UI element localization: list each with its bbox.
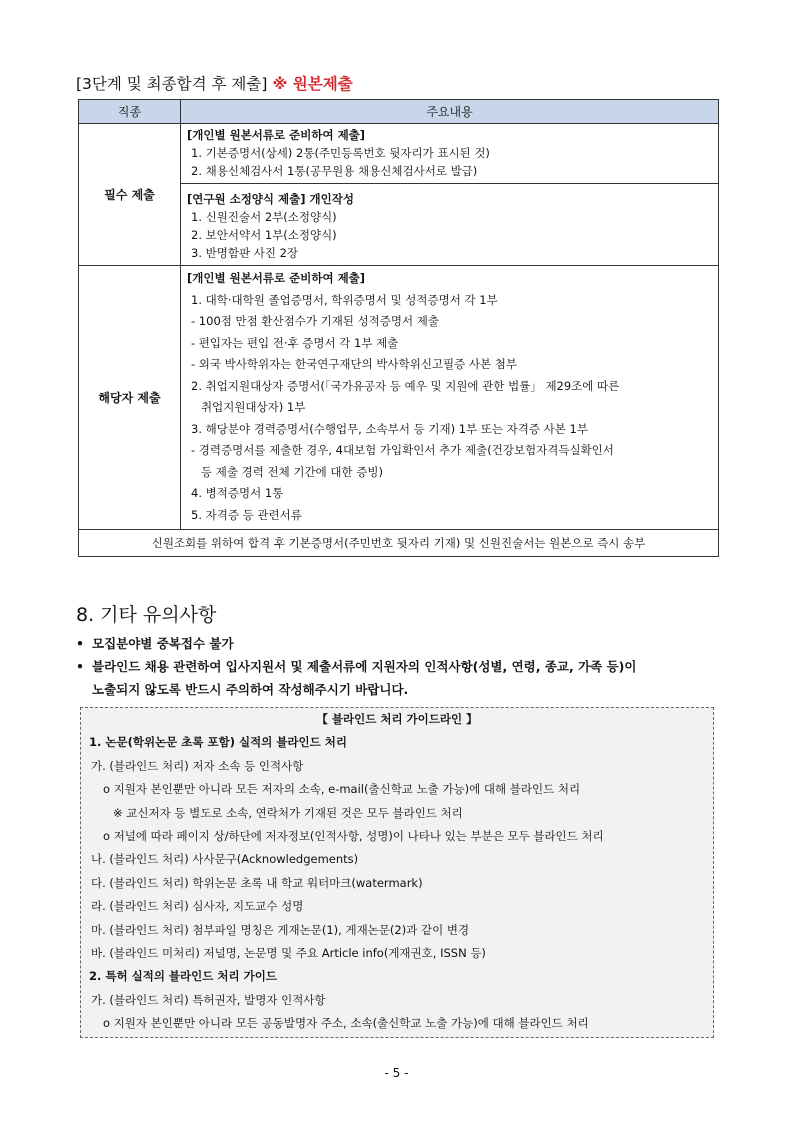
list-item: 4. 병적증명서 1통 (191, 486, 284, 500)
guide-item: 나. (블라인드 처리) 사사문구(Acknowledgements) (91, 852, 359, 867)
guide-item: o 지원자 본인뿐만 아니라 모든 저자의 소속, e-mail(출신학교 노출 가능)에 대해 블라인드 처리 (103, 782, 581, 797)
list-item: 취업지원대상자) 1부 (201, 400, 306, 414)
list-item: - 100점 만점 환산점수가 기재된 성적증명서 제출 (191, 314, 439, 328)
table-footer-note: 신원조회를 위하여 합격 후 기본증명서(주민번호 뒷자리 기재) 및 신원진술서는 원본으로 즉시 송부 (79, 530, 719, 557)
list-item: - 경력증명서를 제출한 경우, 4대보험 가입확인서 추가 제출(건강보험자격득실확인서 (191, 443, 614, 457)
list-item: 2. 보안서약서 1부(소정양식) (191, 228, 337, 242)
list-item: - 편입자는 편입 전·후 증명서 각 1부 제출 (191, 335, 399, 350)
section-title-main: [3단계 및 최종합격 후 제출] (76, 75, 268, 93)
bullet-dot: • (76, 636, 84, 651)
section8-title: 8. 기타 유의사항 (76, 604, 217, 626)
guide-item: 라. (블라인드 처리) 심사자, 지도교수 성명 (91, 899, 304, 914)
original-submission-note: ※ 원본제출 (272, 75, 353, 93)
list-item: 2. 취업지원대상자 증명서(「국가유공자 등 예우 및 지원에 관한 법률」 제29조에 따른 (191, 378, 620, 393)
table-row (79, 266, 719, 530)
guide-heading: 1. 논문(학위논문 초록 포함) 실적의 블라인드 처리 (89, 735, 347, 750)
list-item: 3. 해당분야 경력증명서(수행업무, 소속부서 등 기재) 1부 또는 자격증 사본 1부 (191, 421, 588, 436)
table-row (79, 124, 719, 184)
bullet-dot: • (76, 659, 84, 674)
submission-table (78, 99, 719, 557)
guide-item: o 지원자 본인뿐만 아니라 모든 공동발명자 주소, 소속(출신학교 노출 가능)에 대해 블라인드 처리 (103, 1016, 589, 1031)
row-content (181, 124, 719, 184)
table-header-row (79, 100, 719, 124)
header-type: 직종 (79, 100, 181, 124)
list-item: 1. 기본증명서(상세) 2통(주민등록번호 뒷자리가 표시된 것) (191, 146, 490, 160)
bullet-text: 모집분야별 중복접수 불가 (92, 636, 234, 651)
list-item: - 외국 박사학위자는 한국연구재단의 박사학위신고필증 사본 첨부 (191, 357, 518, 371)
list-item: 1. 신원진술서 2부(소정양식) (191, 210, 337, 224)
list-item: 등 제출 경력 전체 기간에 대한 증빙) (201, 464, 383, 479)
guide-item: o 저널에 따라 페이지 상/하단에 저자정보(인적사항, 성명)이 나타나 있는 부분은 모두 블라인드 처리 (103, 828, 604, 843)
block-heading: [개인별 원본서류로 준비하여 제출] (187, 271, 366, 285)
guide-item: 가. (블라인드 처리) 특허권자, 발명자 인적사항 (91, 992, 326, 1007)
row-content (181, 266, 719, 530)
guide-item: 가. (블라인드 처리) 저자 소속 등 인적사항 (91, 758, 304, 773)
block-heading: [개인별 원본서류로 준비하여 제출] (187, 128, 366, 142)
list-item: 2. 채용신체검사서 1통(공무원용 채용신체검사서로 발급) (191, 164, 478, 178)
bullet-item (76, 632, 726, 655)
page-number: - 5 - (384, 1066, 409, 1080)
bullet-item (76, 655, 726, 678)
row-type-required: 필수 제출 (79, 124, 181, 266)
guide-title: 【 블라인드 처리 가이드라인 】 (316, 712, 478, 726)
section-title (76, 72, 353, 94)
list-item: 1. 대학·대학원 졸업증명서, 학위증명서 및 성적증명서 각 1부 (191, 292, 498, 307)
list-item: 3. 반명함판 사진 2장 (191, 246, 299, 260)
guide-note: ※ 교신저자 등 별도로 소속, 연락처가 기재된 것은 모두 블라인드 처리 (113, 805, 463, 820)
bullet-continuation: 노출되지 않도록 반드시 주의하여 작성해주시기 바랍니다. (92, 682, 409, 697)
bullet-text: 블라인드 채용 관련하여 입사지원서 및 제출서류에 지원자의 인적사항(성별, 연령, 종교, 가족 등)이 (92, 659, 637, 674)
row-content (181, 184, 719, 266)
row-type-applicable: 해당자 제출 (79, 266, 181, 530)
blind-guideline-box (80, 707, 714, 1038)
guide-item: 바. (블라인드 미처리) 저널명, 논문명 및 주요 Article info(게재권호, ISSN 등) (91, 945, 486, 960)
guide-heading: 2. 특허 실적의 블라인드 처리 가이드 (89, 969, 277, 984)
list-item: 5. 자격증 등 관련서류 (191, 507, 302, 522)
guide-item: 마. (블라인드 처리) 첨부파일 명칭은 게재논문(1), 게재논문(2)과 같이 변경 (91, 922, 470, 937)
table-footer-row (79, 530, 719, 557)
block-heading: [연구원 소정양식 제출] 개인작성 (187, 192, 354, 206)
guide-item: 다. (블라인드 처리) 학위논문 초록 내 학교 워터마크(watermark) (91, 875, 423, 890)
header-content: 주요내용 (181, 100, 719, 124)
